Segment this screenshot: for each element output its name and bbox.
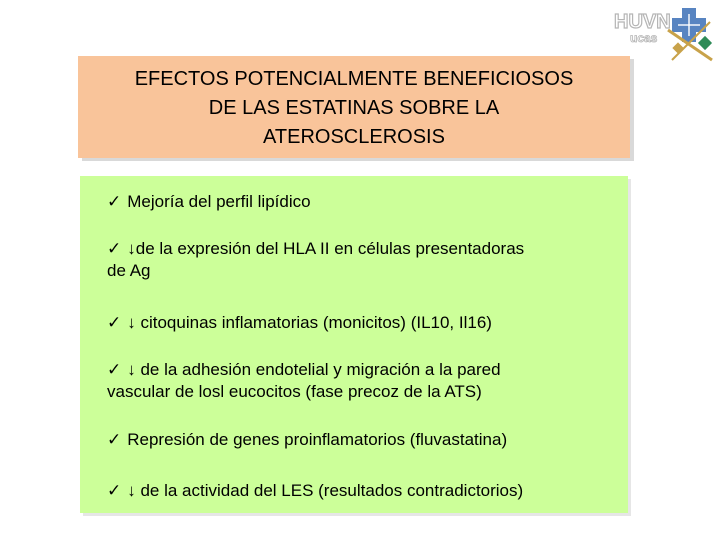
list-item-text: Represión de genes proinflamatorios (fluvastatina) — [127, 430, 508, 449]
checkmark-icon: ✓ — [107, 481, 122, 500]
logo-pattern-icon — [668, 8, 712, 60]
list-item-text: Mejoría del perfil lipídico — [127, 192, 311, 211]
checkmark-icon: ✓ — [107, 192, 122, 211]
benefits-list — [80, 176, 628, 513]
list-item — [107, 480, 607, 502]
checkmark-icon: ✓ — [107, 360, 122, 379]
list-item — [107, 429, 607, 451]
huvn-logo-graphic — [612, 4, 716, 62]
slide-title — [135, 65, 574, 152]
title-line: EFECTOS POTENCIALMENTE BENEFICIOSOS — [134, 67, 574, 90]
list-item-text: vascular de losl eucocitos (fase precoz de la ATS) — [107, 382, 482, 401]
title-line: DE LAS ESTATINAS SOBRE LA — [208, 96, 500, 119]
list-item-text: ↓ citoquinas inflamatorias (monicitos) (IL10, Il16) — [127, 313, 492, 332]
title-line: ATEROSCLEROSIS — [263, 125, 445, 148]
list-item — [107, 191, 607, 213]
checkmark-icon: ✓ — [107, 313, 122, 332]
list-item-text: ↓ de la adhesión endotelial y migración a la pared — [127, 360, 501, 379]
logo-text-bottom: ucas — [630, 31, 658, 45]
list-item-text: ↓de la expresión del HLA II en células presentadoras — [127, 239, 525, 258]
checkmark-icon: ✓ — [107, 239, 122, 258]
huvn-logo — [612, 4, 716, 62]
list-item-text: ↓ de la actividad del LES (resultados contradictorios) — [127, 481, 524, 500]
list-item — [107, 312, 607, 334]
list-item-text: de Ag — [107, 261, 151, 280]
checkmark-icon: ✓ — [107, 430, 122, 449]
list-item — [107, 238, 607, 282]
list-item — [107, 359, 607, 403]
logo-text-top: HUVN — [614, 11, 671, 33]
title-box — [78, 56, 630, 158]
